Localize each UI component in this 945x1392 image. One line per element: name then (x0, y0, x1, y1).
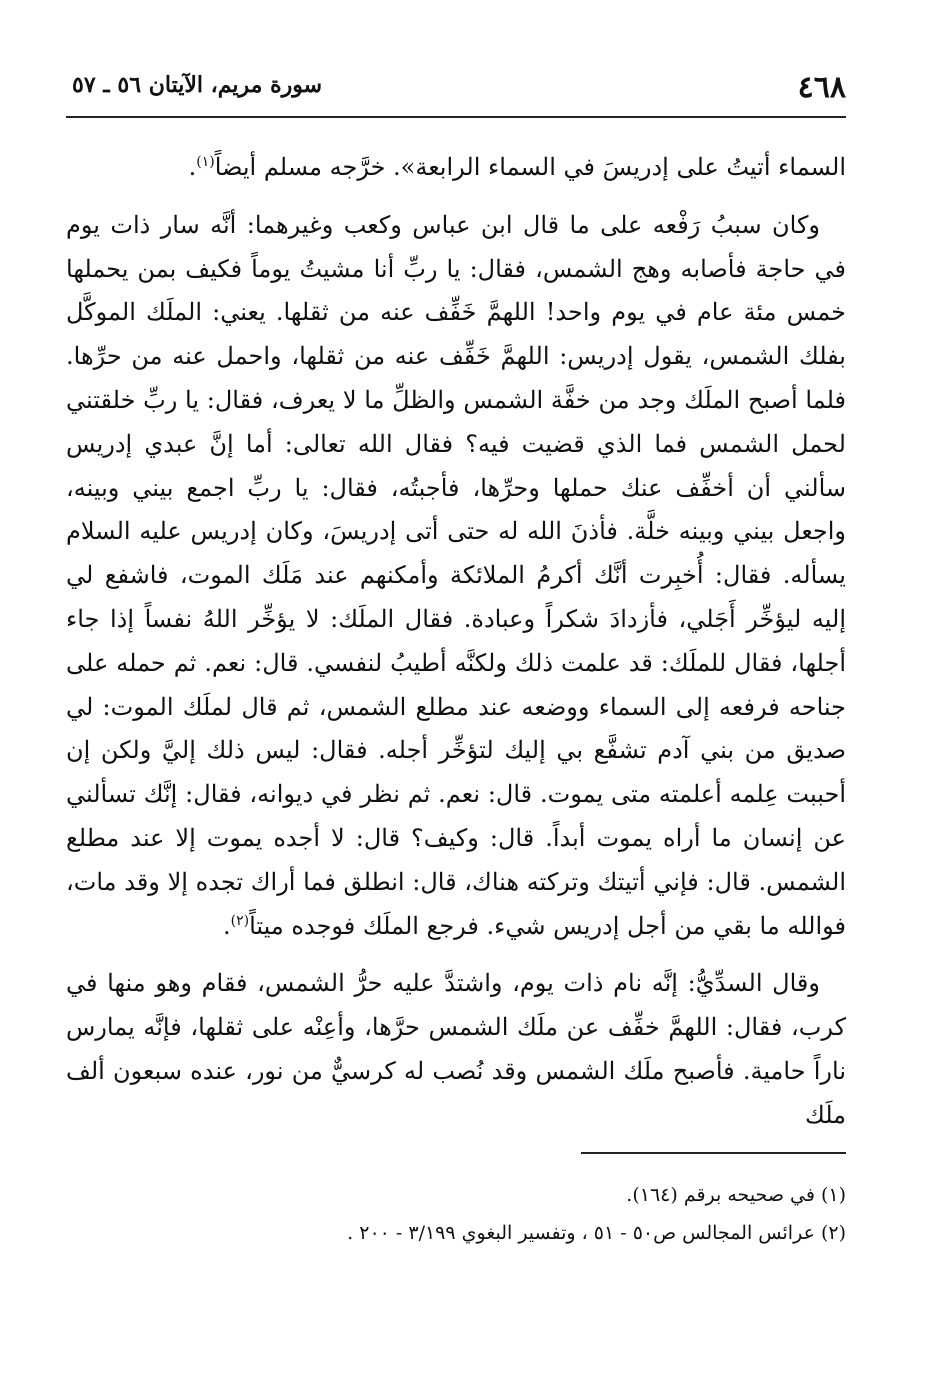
running-title: سورة مريم، الآيتان ٥٦ ـ ٥٧ (72, 72, 323, 98)
paragraph-1 (66, 146, 846, 190)
paragraph-2-end: . (223, 911, 231, 940)
paragraph-3-text: وقال السدِّيُّ: إنَّه نام ذات يوم، واشتدَّ عليه حرُّ الشمس، فقام وهو منها في كرب، فقال: اللهمَّ خفِّف عن ملَك الشمس حرَّها، وأعِنْه على ثقلها، فإنَّه يمارس ناراً حامية. فأصبح ملَك الشمس وقد نُصب له كرسيٌّ من نور، عنده سبعون ألف ملَك (66, 969, 846, 1129)
footnote-ref-1: (١) (196, 154, 215, 170)
paragraph-1-end: . (188, 153, 197, 181)
footnote-2: (٢) عرائس المجالس ص٥٠ - ٥١ ، وتفسير البغوي ٣/١٩٩ - ٢٠٠ . (347, 1221, 846, 1244)
page-number: ٤٦٨ (797, 70, 846, 105)
footnote-separator (581, 1152, 846, 1154)
footnote-ref-2: (٢) (230, 912, 250, 929)
paragraph-1-text: السماء أتيتُ على إدريسَ في السماء الرابعة». خرَّجه مسلم أيضاً (214, 153, 846, 181)
paragraph-3 (66, 962, 846, 1137)
page-header (66, 60, 846, 118)
main-text (66, 146, 846, 1138)
paragraph-2 (66, 204, 846, 949)
paragraph-2-text: وكان سببُ رَفْعه على ما قال ابن عباس وكعب وغيرهما: أنَّه سار ذات يوم في حاجة فأصابه وهج الشمس، فقال: يا ربِّ أنا مشيتُ يوماً فكيف بمن يحملها خمس مئة عام في يوم واحد! اللهمَّ خَفِّف عنه من ثقلها. يعني: الملَك الموكَّل بفلك الشمس، يقول إدريس: اللهمَّ خَفِّف عنه من ثقلها، واحمل عنه من حرِّها. فلما أصبح الملَك وجد من خفَّة الشمس والظلِّ ما لا يعرف، فقال: يا ربِّ خلقتني لحمل الشمس فما الذي قضيت فيه؟ فقال الله تعالى: أما إنَّ عبدي إدريس سألني أن أخفِّف عنك حملها وحرِّها، فأجبتُه، فقال: يا ربِّ اجمع بيني وبينه، واجعل بيني وبينه خلَّة. فأذنَ الله له حتى أتى إدريسَ، وكان إدريس عليه السلام يسأله. فقال: أُخبِرت أنَّك أكرمُ الملائكة وأمكنهم عند مَلَك الموت، فاشفع لي إليه ليؤخِّر أَجَلي، فأزدادَ شكراً وعبادة. فقال الملَك: لا يؤخِّر اللهُ نفساً إذا جاء أجلها، فقال للملَك: قد علمت ذلك ولكنَّه أطيبُ لنفسي. قال: نعم. ثم حمله على جناحه فرفعه إلى السماء ووضعه عند مطلع الشمس، ثم قال لملَك الموت: لي صديق من بني آدم تشفَّع بي إليك لتؤخِّر أجله. فقال: ليس ذلك إليَّ ولكن إن أحببت عِلمه أعلمته متى يموت. قال: نعم. ثم نظر في ديوانه، فقال: إنَّك تسألني عن إنسان ما أراه يموت أبداً. قال: وكيف؟ قال: لا أجده يموت إلا عند مطلع الشمس. قال: فإني أتيتك وتركته هناك، قال: انطلق فما أراك تجده إلا وقد مات، فوالله ما بقي من أجل إدريس شيء. فرجع الملَك فوجده ميتاً (66, 210, 847, 940)
footnotes (66, 1176, 846, 1252)
footnote-1: (١) في صحيحه برقم (١٦٤). (626, 1183, 846, 1206)
book-page (66, 60, 846, 1360)
